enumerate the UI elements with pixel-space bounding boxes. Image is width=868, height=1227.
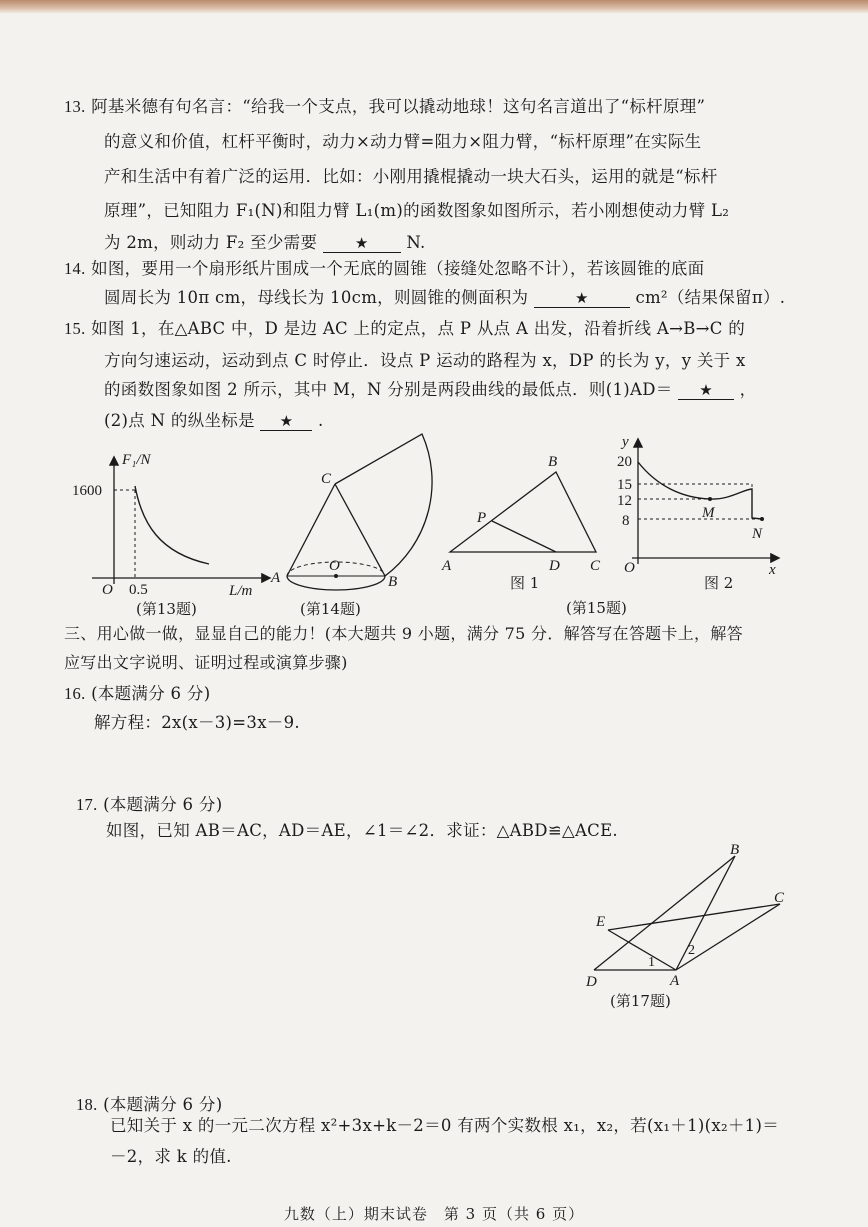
section3-note: 应写出文字说明、证明过程或演算步骤): [64, 653, 348, 672]
fig15-2-caption: 图 2: [704, 574, 734, 592]
q13-line4: 原理”，已知阻力 F₁(N)和阻力臂 L₁(m)的函数图象如图所示，若小刚想使动力臂 L₂: [104, 201, 730, 220]
fig15-label-C: C: [590, 558, 601, 574]
q14-text-1: 如图，要用一个扇形纸片围成一个无底的圆锥（接缝处忽略不计），若该圆锥的底面: [91, 259, 705, 278]
q13-line2: 的意义和价值，杠杆平衡时，动力×动力臂=阻力×阻力臂，“标杆原理”在实际生: [104, 132, 702, 151]
fig17-label-C: C: [774, 890, 785, 906]
fig13-origin: O: [102, 582, 113, 598]
q13-line1: [64, 96, 705, 118]
fig15-xlabel: x: [769, 562, 776, 578]
fig17-triangles: [580, 842, 800, 992]
q15-line1: [64, 318, 745, 340]
fig17-label-B: B: [730, 842, 740, 858]
fig15-ytick-15: 15: [617, 477, 632, 493]
q14-line2: [104, 287, 785, 309]
star-icon: ★: [354, 234, 369, 252]
fig13-curve: [135, 486, 209, 564]
fig13-xlabel: L/m: [229, 583, 253, 599]
fig15-label-A: A: [442, 558, 452, 574]
fig15-origin: O: [624, 560, 635, 576]
fig14-label-O: O: [329, 558, 340, 574]
q18-score: (本题满分 6 分): [103, 1095, 223, 1114]
fig15-1-caption: 图 1: [510, 574, 540, 592]
fig15-label-B: B: [548, 454, 558, 470]
fig14-center-point: [334, 574, 338, 578]
q15-line3: [104, 379, 756, 401]
fig17-label-A: A: [670, 973, 680, 989]
q15-comma: ，: [739, 380, 757, 399]
q17-body: 如图，已知 AB＝AC，AD＝AE，∠1＝∠2．求证：△ABD≌△ACE.: [106, 821, 618, 840]
fig17-angle-1: 1: [648, 955, 655, 970]
q14-line1: [64, 258, 704, 280]
fig15-graph: [612, 434, 782, 580]
fig15-segment-PD: [492, 521, 556, 552]
q15-number: 15.: [64, 319, 86, 338]
q15-period: .: [318, 411, 324, 430]
fig17-line-AB: [676, 856, 735, 970]
page-top-edge: [0, 0, 868, 14]
q15-text-1: 如图 1，在△ABC 中，D 是边 AC 上的定点，点 P 从点 A 出发，沿着折线 A→B→C 的: [91, 319, 746, 338]
fig14-caption: (第14题): [300, 600, 361, 618]
q14-number: 14.: [64, 259, 86, 278]
q15-answer-blank-1[interactable]: [678, 381, 734, 400]
q13-text-1: 阿基米德有句名言：“给我一个支点，我可以撬动地球！这句名言道出了“标杆原理”: [91, 97, 706, 116]
q17-score: (本题满分 6 分): [103, 795, 223, 814]
q14-unit: cm²（结果保留π）.: [635, 288, 786, 307]
fig14-base-front: [287, 576, 385, 590]
fig15-ytick-20: 20: [617, 454, 632, 470]
q17-number: 17.: [76, 795, 98, 814]
fig15-point-M: [708, 497, 712, 501]
q15-text-3: 的函数图象如图 2 所示，其中 M，N 分别是两段曲线的最低点．则(1)AD＝: [104, 380, 673, 399]
q13-answer-blank[interactable]: [323, 234, 401, 253]
star-icon: ★: [575, 289, 589, 307]
fig13-ylabel: F₁/N: [122, 452, 151, 468]
fig17-line-EC: [608, 904, 780, 930]
q18-header: [76, 1094, 222, 1116]
fig15-ytick-8: 8: [622, 513, 630, 529]
fig14-label-A: A: [271, 570, 281, 586]
fig17-label-D: D: [586, 974, 597, 990]
fig15-label-P: P: [477, 510, 487, 526]
fig17-caption: (第17题): [610, 992, 671, 1010]
fig15-label-M: M: [702, 505, 715, 521]
fig15-triangle: [436, 452, 616, 582]
fig15-caption: (第15题): [566, 599, 627, 617]
q16-header: [64, 683, 210, 705]
star-icon: ★: [279, 412, 294, 430]
fig15-ytick-12: 12: [617, 493, 632, 509]
q14-answer-blank[interactable]: [534, 289, 630, 308]
q16-number: 16.: [64, 684, 86, 703]
fig17-line-AC: [676, 904, 780, 970]
fig14-label-B: B: [388, 574, 398, 590]
fig15-triangle-ABC: [450, 472, 596, 552]
q16-body: 解方程：2x(x－3)=3x－9.: [94, 713, 300, 732]
q15-line2: 方向匀速运动，运动到点 C 时停止．设点 P 运动的路程为 x，DP 的长为 y，y 关于 x: [104, 351, 746, 370]
q13-number: 13.: [64, 97, 86, 116]
q17-header: [76, 794, 222, 816]
q16-score: (本题满分 6 分): [91, 684, 211, 703]
fig15-curve: [638, 462, 762, 519]
fig13-graph: [64, 448, 274, 608]
fig15-label-N: N: [752, 526, 763, 542]
q13-unit: N.: [406, 233, 426, 252]
q15-text-4: (2)点 N 的纵坐标是: [104, 411, 255, 430]
fig13-xtick: 0.5: [129, 582, 148, 598]
fig15-label-D: D: [549, 558, 560, 574]
q13-line3: 产和生活中有着广泛的运用．比如：小刚用撬棍撬动一块大石头，运用的就是“标杆: [104, 167, 718, 186]
fig14-label-C: C: [321, 471, 332, 487]
fig15-point-N: [760, 517, 764, 521]
fig17-line-DB: [594, 856, 735, 970]
page-footer: 九数（上）期末试卷 第 3 页（共 6 页）: [283, 1205, 585, 1223]
fig15-ylabel: y: [622, 434, 629, 450]
fig14-sector-edge: [335, 434, 432, 576]
q18-line2: －2，求 k 的值.: [110, 1147, 232, 1166]
q13-text-5: 为 2m，则动力 F₂ 至少需要: [104, 233, 318, 252]
section3-heading: 三、用心做一做，显显自己的能力！(本大题共 9 小题，满分 75 分．解答写在答题卡上，解答: [64, 624, 743, 643]
fig17-angle-2: 2: [688, 943, 695, 958]
fig13-caption: (第13题): [136, 600, 197, 618]
star-icon: ★: [699, 381, 713, 399]
q18-line1: 已知关于 x 的一元二次方程 x²+3x+k－2＝0 有两个实数根 x₁，x₂，若(x₁＋1)(x₂＋1)＝: [110, 1116, 780, 1135]
fig13-ytick: 1600: [72, 483, 102, 499]
q13-line5: [104, 232, 426, 254]
fig14-cone: [265, 428, 455, 598]
q14-text-2: 圆周长为 10π cm，母线长为 10cm，则圆锥的侧面积为: [104, 288, 529, 307]
fig17-label-E: E: [596, 914, 606, 930]
q18-number: 18.: [76, 1095, 98, 1114]
